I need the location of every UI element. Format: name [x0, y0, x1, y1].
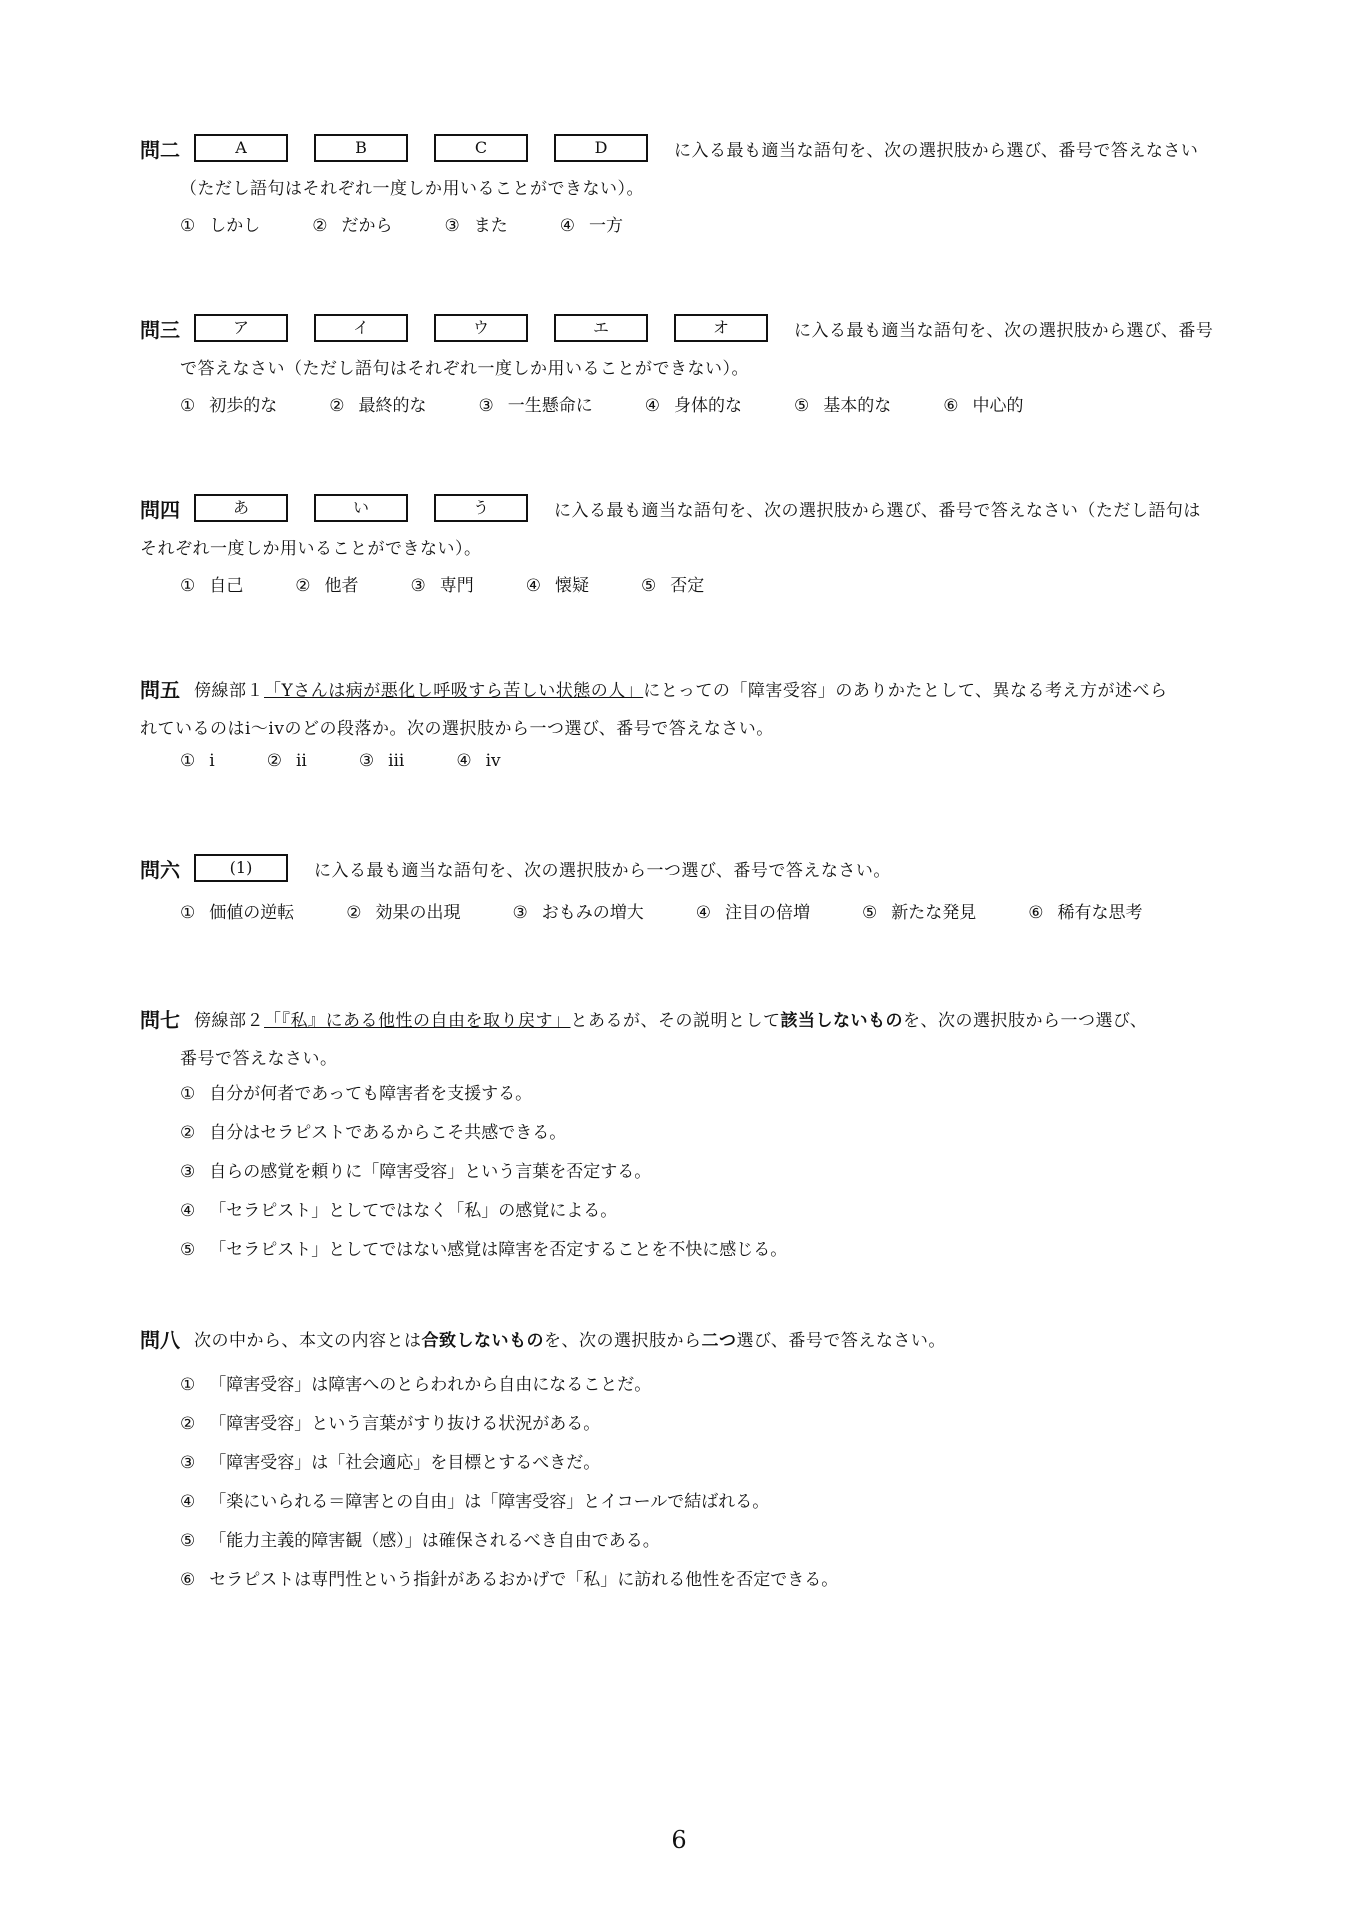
choice-item: ② 効果の出現: [346, 903, 461, 923]
question-3: [140, 310, 1213, 416]
choice-item: ⑤ 否定: [641, 576, 705, 596]
question-note: 番号で答えなさい。: [180, 1049, 338, 1069]
question-stem: に入る最も適当な語句を、次の選択肢から選び、番号で答えなさい: [674, 140, 1199, 161]
choice-item: ⑤ 基本的な: [794, 396, 892, 416]
question-6: [140, 850, 1195, 923]
question-label: 問六: [140, 857, 180, 882]
choice-item: ③ おもみの増大: [512, 903, 644, 923]
blank-box: い: [314, 494, 408, 522]
choice-item: ⑥ セラピストは専門性という指針があるおかげで「私」に訪れる他性を否定できる。: [180, 1570, 839, 1590]
choice-item: ④ 注目の倍増: [695, 903, 810, 923]
choice-list: [180, 1370, 946, 1590]
question-stem: に入る最も適当な語句を、次の選択肢から選び、番号: [794, 320, 1214, 341]
question-label: 問二: [140, 137, 180, 162]
underlined-text: 「Yさんは病が悪化し呼吸すら苦しい状態の人」: [264, 680, 644, 701]
choice-item: ② ii: [266, 751, 307, 771]
question-stem: に入る最も適当な語句を、次の選択肢から一つ選び、番号で答えなさい。: [314, 860, 891, 881]
emphasis-text: 合致しないもの: [421, 1330, 544, 1351]
question-4: [140, 490, 1201, 596]
choice-item: ④ 「楽にいられる＝障害との自由」は「障害受容」とイコールで結ばれる。: [180, 1492, 770, 1512]
blank-box: D: [554, 134, 648, 162]
choice-item: ② 「障害受容」という言葉がすり抜ける状況がある。: [180, 1414, 601, 1434]
blank-box: ウ: [434, 314, 528, 342]
choice-item: ⑤ 「能力主義的障害観（感）」は確保されるべき自由である。: [180, 1531, 660, 1551]
question-stem-end: 選び、番号で答えなさい。: [736, 1330, 946, 1351]
emphasis-text: 該当しないもの: [780, 1010, 903, 1031]
blank-box: A: [194, 134, 288, 162]
question-8: [140, 1320, 946, 1604]
question-note: （ただし語句はそれぞれ一度しか用いることができない）。: [180, 179, 644, 199]
choice-item: ③ iii: [358, 751, 405, 771]
question-label: 問三: [140, 317, 180, 342]
choice-item: ① i: [180, 751, 215, 771]
choice-item: ④ 一方: [559, 216, 623, 236]
choice-item: ⑥ 中心的: [943, 396, 1024, 416]
question-5: [140, 670, 1168, 771]
question-2: [140, 130, 1198, 236]
choice-item: ③ また: [444, 216, 508, 236]
choice-item: ⑤ 「セラピスト」としてではない感覚は障害を否定することを不快に感じる。: [180, 1240, 788, 1260]
question-stem: とあるが、その説明として: [570, 1010, 781, 1031]
question-7: [140, 1000, 1147, 1274]
choice-list: [180, 391, 1213, 416]
choice-list: [180, 751, 1168, 771]
choice-item: ③ 専門: [410, 576, 474, 596]
choice-item: ⑤ 新たな発見: [862, 903, 977, 923]
question-stem: 次の中から、本文の内容とは: [194, 1330, 422, 1351]
page-number: 6: [671, 1826, 687, 1854]
underline-reference: 傍線部２: [194, 1010, 264, 1031]
choice-item: ① 価値の逆転: [180, 903, 295, 923]
choice-item: ① しかし: [180, 216, 261, 236]
blank-box: B: [314, 134, 408, 162]
choice-item: ① 自分が何者であっても障害者を支援する。: [180, 1084, 533, 1104]
choice-item: ② 他者: [295, 576, 359, 596]
choice-item: ④ 身体的な: [644, 396, 742, 416]
choice-list: [180, 1079, 1147, 1260]
question-stem-cont: を、次の選択肢から一つ選び、: [903, 1010, 1148, 1031]
choice-list: [180, 898, 1195, 923]
blank-box: あ: [194, 494, 288, 522]
blank-box: う: [434, 494, 528, 522]
choice-item: ④ iv: [456, 751, 501, 771]
choice-item: ④ 懐疑: [525, 576, 589, 596]
choice-item: ③ 一生懸命に: [478, 396, 593, 416]
blank-box: エ: [554, 314, 648, 342]
choice-item: ② だから: [312, 216, 393, 236]
blank-box: (1): [194, 854, 288, 882]
emphasis-count: 二つ: [701, 1330, 737, 1351]
question-note: れているのはi～ivのどの段落か。次の選択肢から一つ選び、番号で答えなさい。: [140, 719, 774, 739]
choice-item: ③ 自らの感覚を頼りに「障害受容」という言葉を否定する。: [180, 1162, 652, 1182]
blank-box: ア: [194, 314, 288, 342]
underline-reference: 傍線部１: [194, 680, 264, 701]
question-label: 問八: [140, 1327, 180, 1352]
choice-list: [180, 211, 1198, 236]
blank-box: C: [434, 134, 528, 162]
question-label: 問五: [140, 677, 180, 702]
choice-item: ③ 「障害受容」は「社会適応」を目標とするべきだ。: [180, 1453, 601, 1473]
choice-item: ② 自分はセラピストであるからこそ共感できる。: [180, 1123, 567, 1143]
choice-item: ① 自己: [180, 576, 244, 596]
question-stem: に入る最も適当な語句を、次の選択肢から選び、番号で答えなさい（ただし語句は: [554, 500, 1201, 521]
choice-item: ① 「障害受容」は障害へのとらわれから自由になることだ。: [180, 1375, 652, 1395]
question-stem-cont: を、次の選択肢から: [544, 1330, 702, 1351]
choice-list: [180, 571, 1201, 596]
choice-item: ① 初歩的な: [180, 396, 278, 416]
choice-item: ④ 「セラピスト」としてではなく「私」の感覚による。: [180, 1201, 618, 1221]
question-label: 問四: [140, 497, 180, 522]
question-label: 問七: [140, 1007, 180, 1032]
question-note: それぞれ一度しか用いることができない）。: [140, 539, 482, 559]
question-stem: にとっての「障害受容」のありかたとして、異なる考え方が述べら: [643, 680, 1168, 701]
blank-box: イ: [314, 314, 408, 342]
blank-box: オ: [674, 314, 768, 342]
choice-item: ② 最終的な: [329, 396, 427, 416]
choice-item: ⑥ 稀有な思考: [1028, 903, 1143, 923]
question-note: で答えなさい（ただし語句はそれぞれ一度しか用いることができない）。: [180, 359, 749, 379]
underlined-text: 「『私』にある他性の自由を取り戻す」: [264, 1010, 571, 1031]
